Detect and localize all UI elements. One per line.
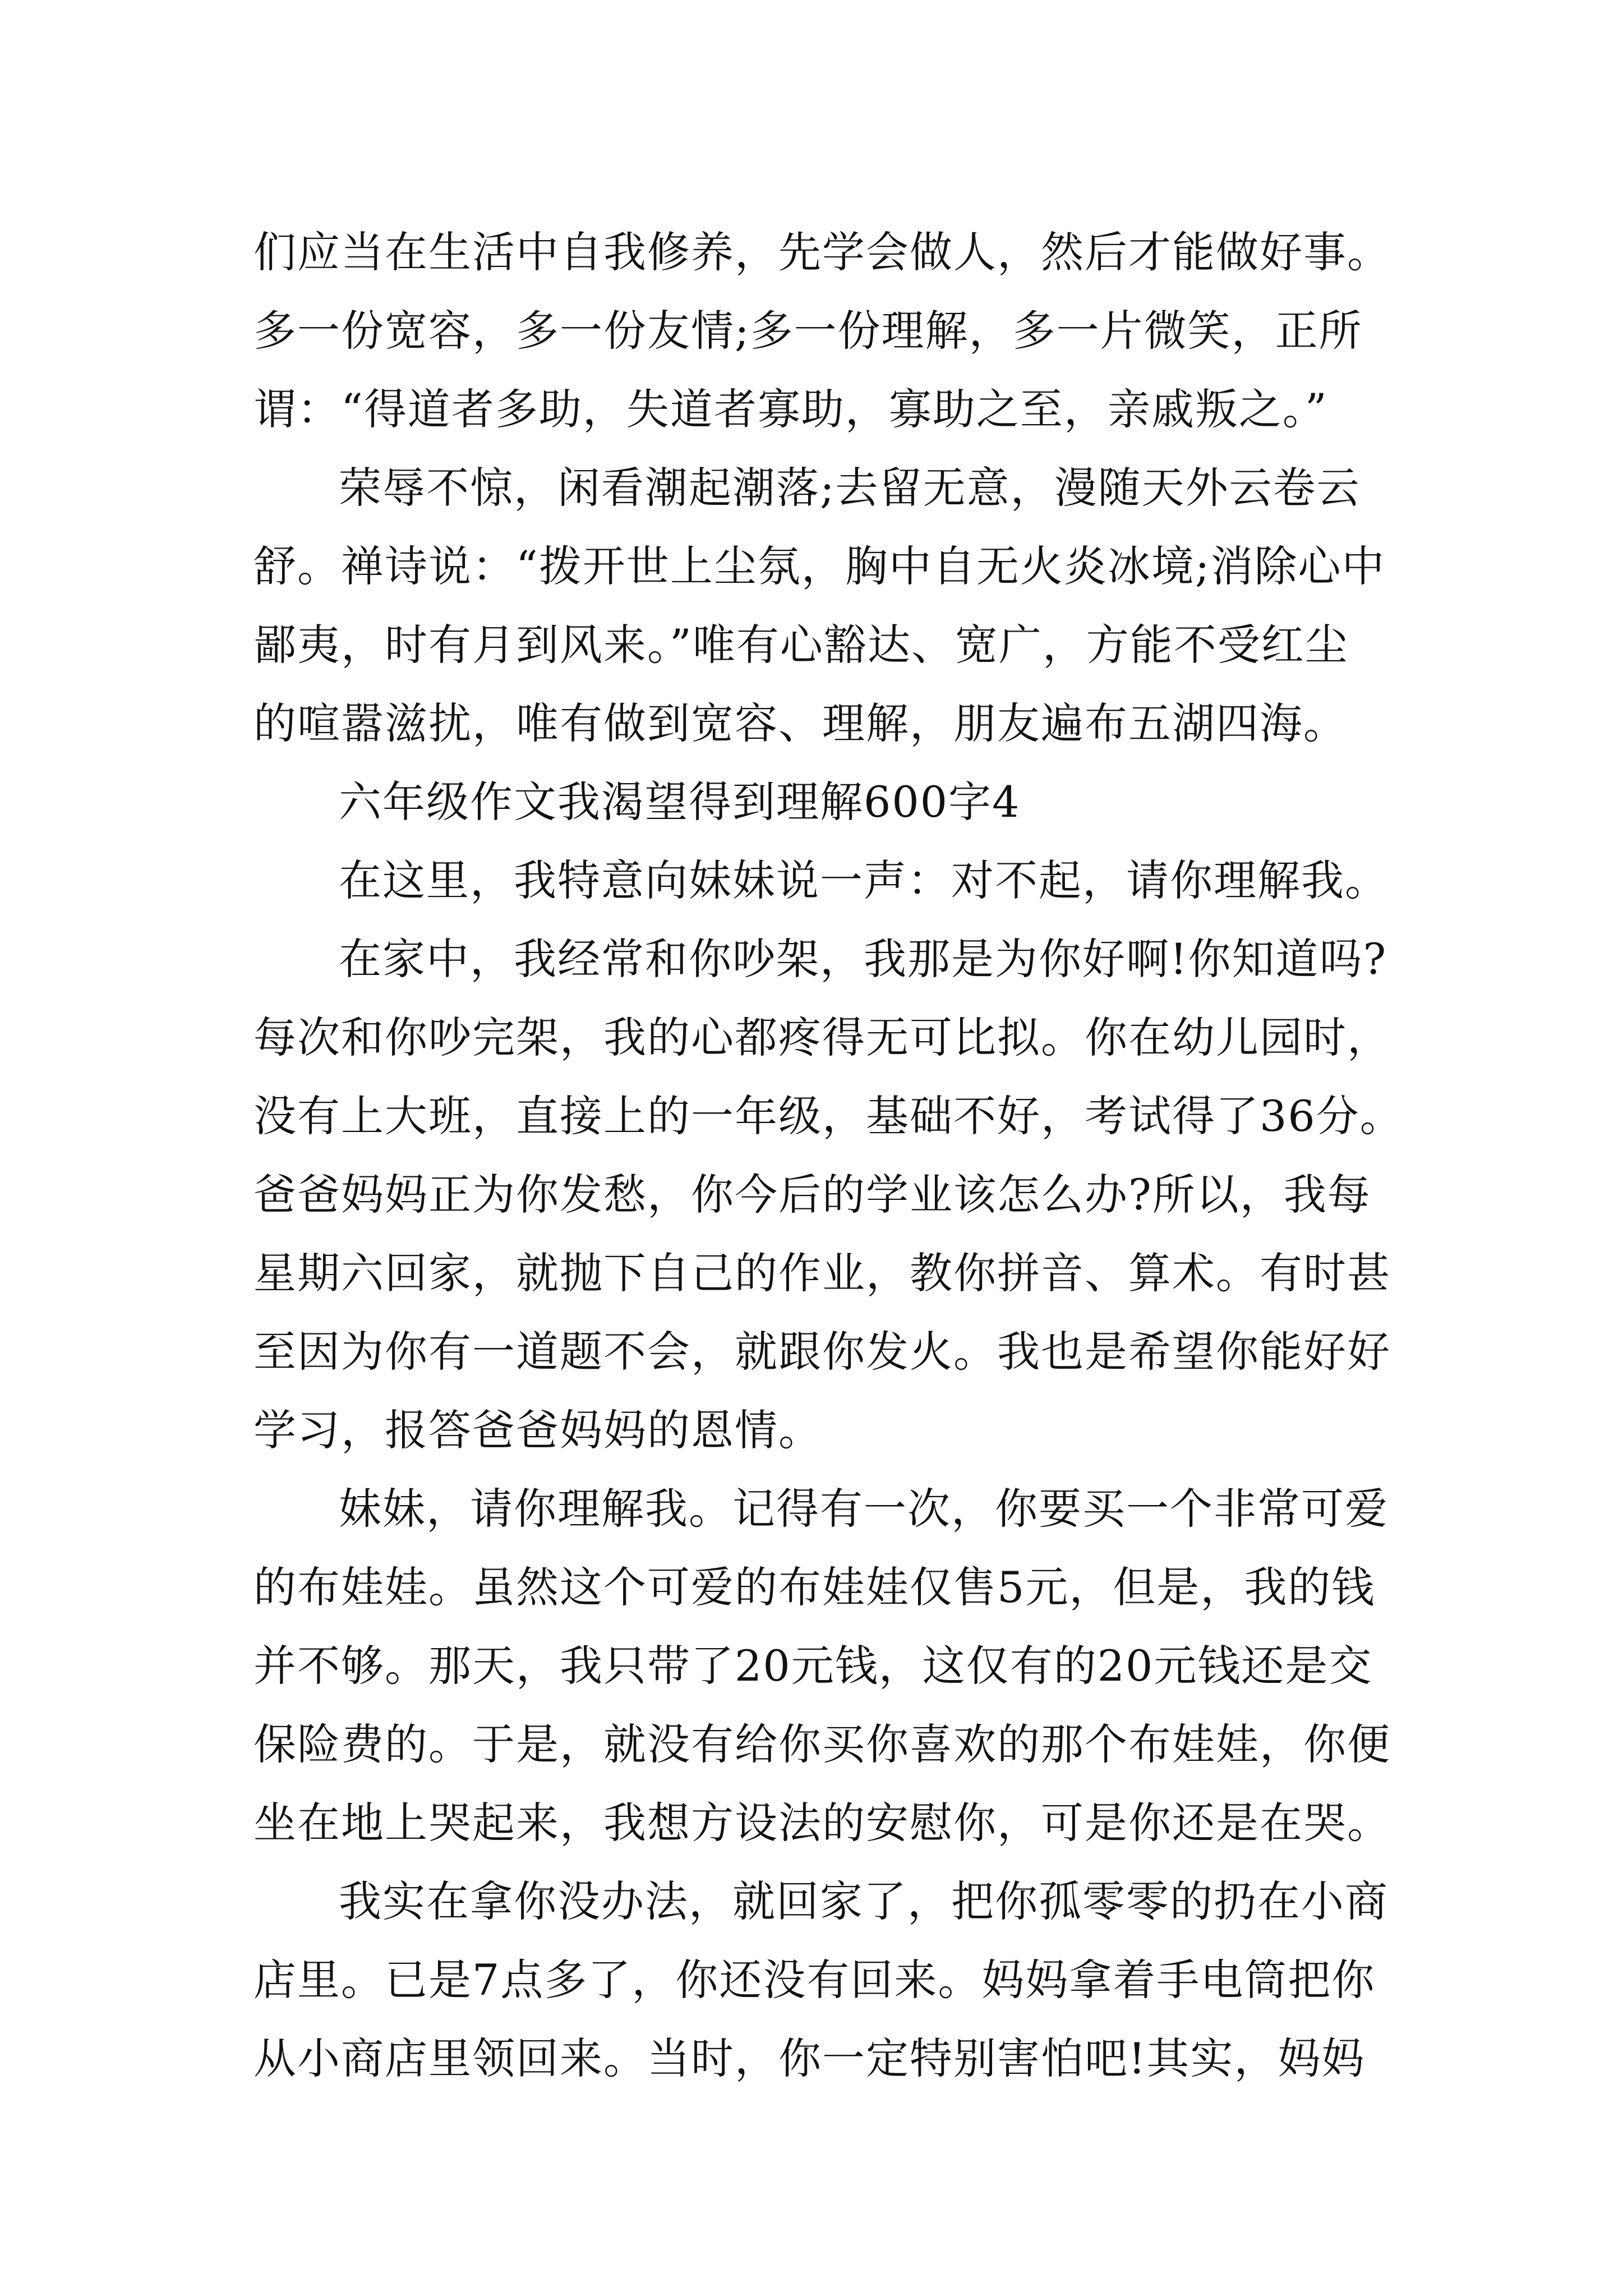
paragraph-2-line: 荣辱不惊，闲看潮起潮落;去留无意，漫随天外云卷云 bbox=[339, 463, 1361, 513]
document-text bbox=[253, 213, 1404, 2098]
paragraph-5-line: 妹妹，请你理解我。记得有一次，你要买一个非常可爱 bbox=[339, 1484, 1389, 1534]
paragraph-2-line: 舒。禅诗说：“拨开世上尘氛，胸中自无火炎冰境;消除心中 bbox=[253, 541, 1386, 591]
paragraph-4-line: 没有上大班，直接上的一年级，基础不好，考试得了36分。 bbox=[253, 1091, 1404, 1141]
paragraph-2-line: 的喧嚣滋扰，唯有做到宽容、理解，朋友遍布五湖四海。 bbox=[253, 698, 1347, 748]
paragraph-4-line: 星期六回家，就抛下自己的作业，教你拼音、算术。有时甚 bbox=[253, 1248, 1391, 1298]
paragraph-4-line: 至因为你有一道题不会，就跟你发火。我也是希望你能好好 bbox=[253, 1327, 1391, 1377]
paragraph-6-line: 我实在拿你没办法，就回家了，把你孤零零的扔在小商 bbox=[339, 1876, 1389, 1926]
paragraph-1-line: 多一份宽容，多一份友情;多一份理解，多一片微笑，正所 bbox=[253, 306, 1363, 356]
section-title: 六年级作文我渴望得到理解600字4 bbox=[339, 777, 1021, 827]
paragraph-4-line: 爸爸妈妈正为你发愁，你今后的学业该怎么办?所以，我每 bbox=[253, 1170, 1371, 1220]
paragraph-6-line: 从小商店里领回来。当时，你一定特别害怕吧!其实，妈妈 bbox=[253, 2033, 1366, 2083]
paragraph-3-line: 在这里，我特意向妹妹说一声：对不起，请你理解我。 bbox=[339, 855, 1389, 905]
paragraph-5-line: 坐在地上哭起来，我想方设法的安慰你，可是你还是在哭。 bbox=[253, 1798, 1391, 1848]
paragraph-1-line: 们应当在生活中自我修养，先学会做人，然后才能做好事。 bbox=[253, 227, 1391, 277]
paragraph-2-line: 鄙夷，时有月到风来。”唯有心豁达、宽广，方能不受红尘 bbox=[253, 620, 1349, 670]
paragraph-5-line: 保险费的。于是，就没有给你买你喜欢的那个布娃娃，你便 bbox=[253, 1719, 1391, 1769]
paragraph-4-line: 学习，报答爸爸妈妈的恩情。 bbox=[253, 1405, 822, 1455]
paragraph-4-line: 每次和你吵完架，我的心都疼得无可比拟。你在幼儿园时， bbox=[253, 1013, 1391, 1062]
paragraph-1-line: 谓：“得道者多助，失道者寡助，寡助之至，亲戚叛之。” bbox=[253, 384, 1328, 434]
paragraph-4-line: 在家中，我经常和你吵架，我那是为你好啊!你知道吗? bbox=[339, 934, 1387, 984]
paragraph-5-line: 并不够。那天，我只带了20元钱，这仅有的20元钱还是交 bbox=[253, 1641, 1373, 1691]
paragraph-6-line: 店里。已是7点多了，你还没有回来。妈妈拿着手电筒把你 bbox=[253, 1955, 1376, 2005]
paragraph-5-line: 的布娃娃。虽然这个可爱的布娃娃仅售5元，但是，我的钱 bbox=[253, 1562, 1376, 1612]
